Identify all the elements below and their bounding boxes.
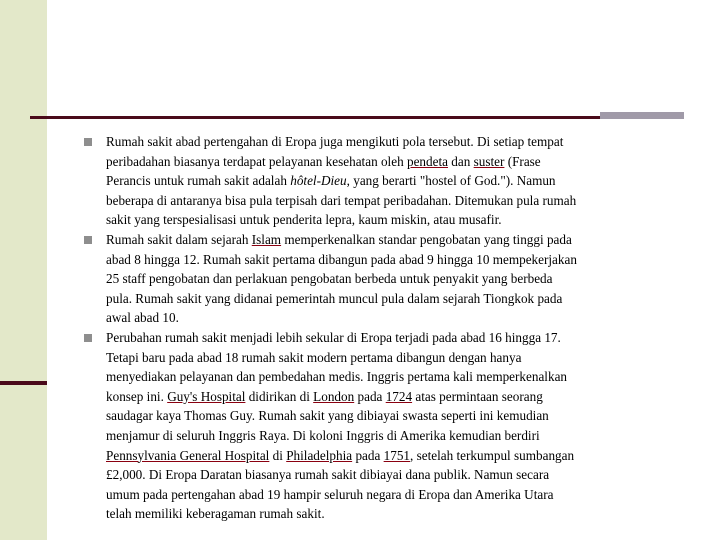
text-line	[106, 152, 684, 172]
text-line	[106, 406, 684, 426]
text-line	[106, 308, 684, 328]
text-run: umum pada pertengahan abad 19 hampir seluruh negara di Eropa dan Amerika Utara	[106, 486, 554, 502]
text-run: pada	[352, 447, 384, 463]
text-run: dan	[447, 153, 474, 169]
text-run: , setelah terkumpul sumbangan	[410, 447, 575, 463]
side-bar	[0, 0, 47, 540]
square-bullet-icon	[84, 334, 92, 342]
text-line	[106, 485, 684, 505]
text-run: menyediakan pelayanan dan pembedahan medis. Inggris pertama kali memperkenalkan	[106, 369, 568, 385]
text-run: Tetapi baru pada abad 18 rumah sakit modern pertama dibangun dengan hanya	[106, 349, 522, 365]
text-run: memperkenalkan standar pengobatan yang tinggi pada	[281, 231, 572, 247]
text-run: saudagar kaya Thomas Guy. Rumah sakit yang dibiayai swasta seperti ini kemudian	[106, 408, 549, 424]
text-line	[106, 387, 684, 407]
text-run: konsep ini.	[106, 388, 168, 404]
text-line	[106, 465, 684, 485]
italic-text: hôtel-Dieu	[290, 173, 347, 189]
hyperlink[interactable]: Islam	[251, 231, 282, 247]
hyperlink[interactable]: 1751	[383, 447, 411, 463]
square-bullet-icon	[84, 236, 92, 244]
square-bullet-icon	[84, 138, 92, 146]
text-run: Perubahan rumah sakit menjadi lebih sekular di Eropa terjadi pada abad 16 hingga 17.	[106, 329, 561, 345]
text-line	[106, 171, 684, 191]
text-run: telah memiliki keberagaman rumah sakit.	[106, 506, 325, 522]
text-line	[106, 250, 684, 270]
text-run: menjamur di seluruh Inggris Raya. Di koloni Inggris di Amerika kemudian berdiri	[106, 427, 540, 443]
text-run: atas permintaan seorang	[412, 388, 543, 404]
hyperlink[interactable]: suster	[473, 153, 505, 169]
hyperlink[interactable]: pendeta	[406, 153, 448, 169]
text-line	[106, 328, 684, 348]
title-rule	[30, 116, 684, 119]
text-run: di	[269, 447, 287, 463]
bullet-list	[84, 132, 684, 524]
text-run: pula. Rumah sakit yang didanai pemerintah muncul pula dalam sejarah Tiongkok pada	[106, 290, 563, 306]
text-run: Rumah sakit dalam sejarah	[106, 231, 252, 247]
bullet-paragraph	[84, 132, 684, 230]
text-line	[106, 367, 684, 387]
hyperlink[interactable]: London	[313, 388, 355, 404]
bullet-paragraph	[84, 328, 684, 524]
text-run: peribadahan biasanya terdapat pelayanan kesehatan oleh	[106, 153, 407, 169]
text-line	[106, 504, 684, 524]
text-run: sakit yang terspesialisasi untuk penderita lepra, kaum miskin, atau musafir.	[106, 212, 502, 228]
text-run: Rumah sakit abad pertengahan di Eropa juga mengikuti pola tersebut. Di setiap tempat	[106, 134, 564, 149]
text-line	[106, 289, 684, 309]
text-run: £2,000. Di Eropa Daratan biasanya rumah sakit dibiayai dana publik. Namun secara	[106, 467, 550, 483]
hyperlink[interactable]: 1724	[385, 388, 413, 404]
hyperlink[interactable]: Guy's Hospital	[167, 388, 246, 404]
text-line	[106, 230, 684, 250]
text-run: beberapa di antaranya bisa pula terpisah dari tempat peribadahan. Ditemukan pula rumah	[106, 192, 577, 208]
side-accent-line	[0, 381, 47, 385]
text-line	[106, 269, 684, 289]
text-line	[106, 446, 684, 466]
bullet-paragraph	[84, 230, 684, 328]
text-run: abad 8 hingga 12. Rumah sakit pertama dibangun pada abad 9 hingga 10 mempekerjakan	[106, 251, 577, 267]
hyperlink[interactable]: Philadelphia	[286, 447, 353, 463]
text-run: 25 staff pengobatan dan perlakuan pengobatan berbeda untuk penyakit yang berbeda	[106, 271, 553, 287]
text-line	[106, 191, 684, 211]
text-run: pada	[354, 388, 386, 404]
text-run: didirikan di	[245, 388, 314, 404]
text-line	[106, 132, 684, 152]
text-line	[106, 348, 684, 368]
hyperlink[interactable]: Pennsylvania General Hospital	[106, 447, 270, 463]
text-line	[106, 210, 684, 230]
text-run: Perancis untuk rumah sakit adalah	[106, 173, 291, 189]
title-rule-accent	[600, 112, 684, 119]
text-run: awal abad 10.	[106, 310, 179, 326]
text-line	[106, 426, 684, 446]
text-run: (Frase	[504, 153, 541, 169]
text-run: , yang berarti "hostel of God."). Namun	[346, 173, 556, 189]
